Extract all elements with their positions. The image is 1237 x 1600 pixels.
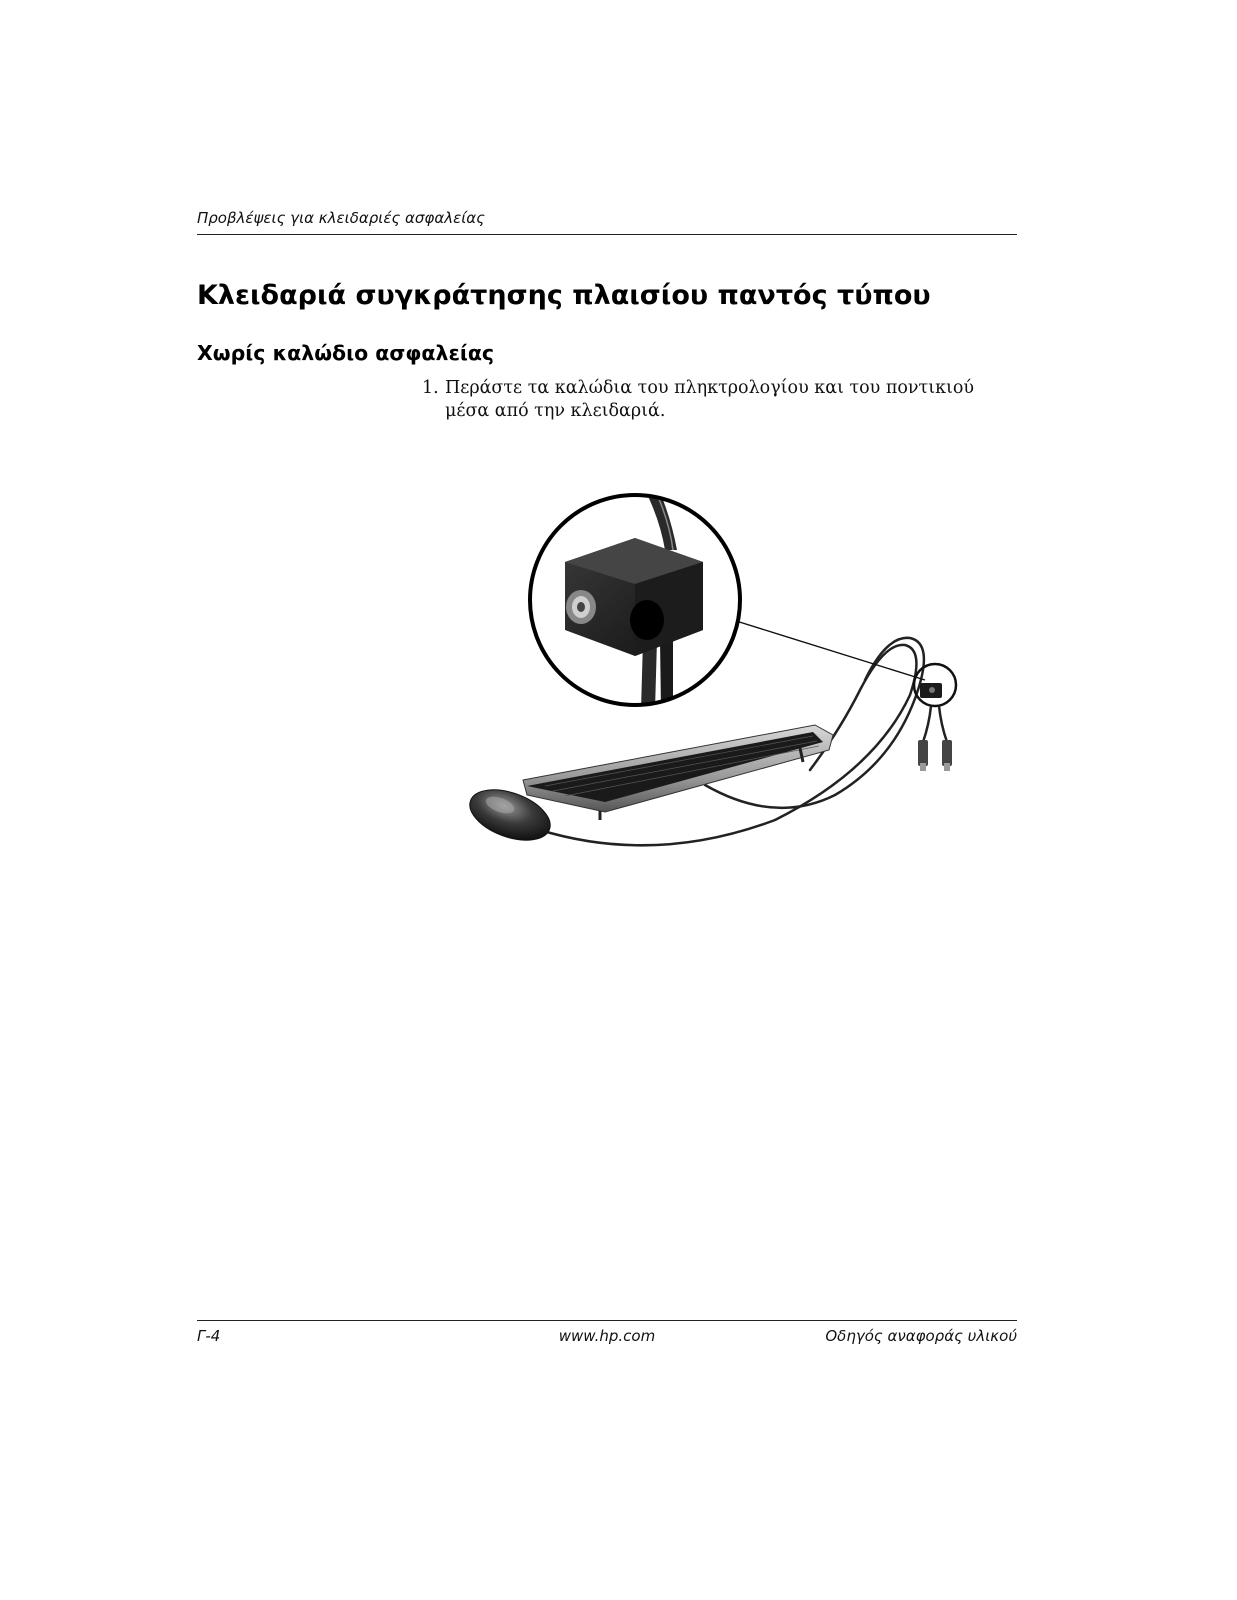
header-divider xyxy=(197,234,1017,235)
instruction-step xyxy=(422,377,982,423)
callout-line xyxy=(733,620,925,680)
subsection-title: Χωρίς καλώδιο ασφαλείας xyxy=(197,341,495,365)
page-footer xyxy=(197,1327,1017,1349)
footer-website: www.hp.com xyxy=(558,1327,656,1345)
cable-lock-illustration xyxy=(455,480,975,880)
footer-divider xyxy=(197,1320,1017,1321)
step-number: 1. xyxy=(422,378,439,398)
small-lock xyxy=(920,683,942,698)
section-title: Κλειδαριά συγκράτησης πλαισίου παντός τύπου xyxy=(197,280,931,311)
step-text: Περάστε τα καλώδια του πληκτρολογίου και του ποντικιού μέσα από την κλειδαριά. xyxy=(445,378,975,421)
running-header: Προβλέψεις για κλειδαριές ασφαλείας xyxy=(197,209,485,227)
page-number: Γ-4 xyxy=(197,1327,221,1345)
instruction-list xyxy=(422,377,982,423)
footer-guide-title: Οδηγός αναφοράς υλικού xyxy=(825,1327,1017,1345)
zoom-inset xyxy=(530,490,740,710)
cable-connectors xyxy=(918,706,952,771)
keyboard xyxy=(523,725,833,820)
